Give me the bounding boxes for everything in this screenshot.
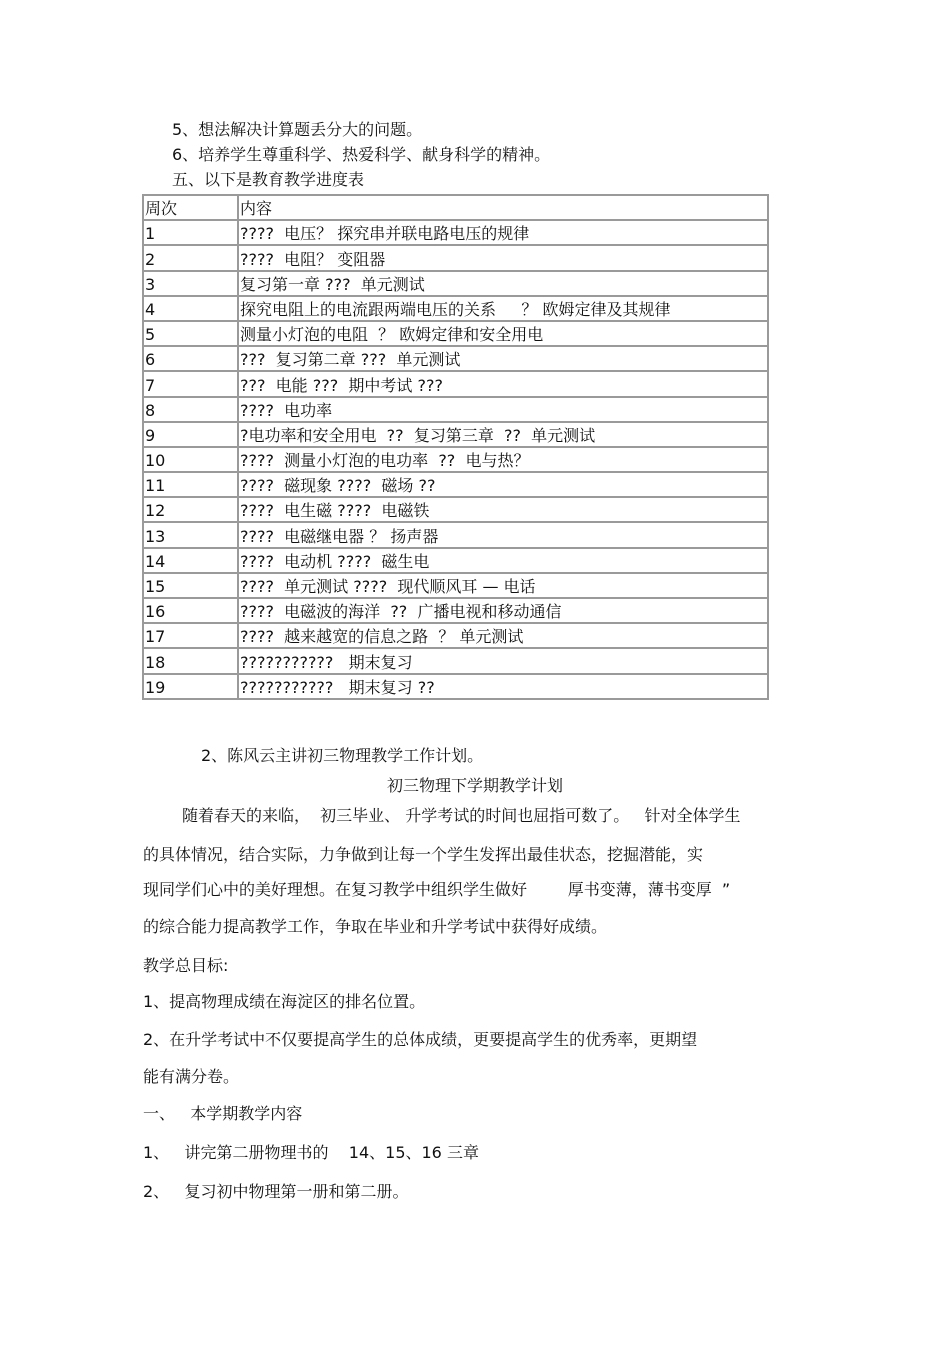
content-cell: ???? 电动机 ???? 磁生电 (238, 548, 768, 573)
content-cell: ??????????? 期末复习 (238, 648, 768, 673)
schedule-table (142, 194, 769, 700)
week-cell: 1 (143, 220, 238, 245)
table-row (143, 220, 768, 245)
table-row (143, 422, 768, 447)
content-cell: ???? 测量小灯泡的电功率 ?? 电与热？ (238, 447, 768, 472)
content-cell: 测量小灯泡的电阻 ？ 欧姆定律和安全用电 (238, 321, 768, 346)
content-cell: ??? 电能 ??? 期中考试 ??? (238, 371, 768, 396)
table-header-row (143, 195, 768, 220)
table-row (143, 522, 768, 547)
table-row (143, 598, 768, 623)
week-cell: 19 (143, 674, 238, 699)
week-cell: 15 (143, 573, 238, 598)
week-cell: 7 (143, 371, 238, 396)
content-cell: ???? 电磁继电器 ？ 扬声器 (238, 522, 768, 547)
goal-1: 1、提高物理成绩在海淀区的排名位置。 (143, 992, 426, 1011)
content-cell: ??????????? 期末复习 ?? (238, 674, 768, 699)
content-cell: 复习第一章 ??? 单元测试 (238, 271, 768, 296)
table-row (143, 623, 768, 648)
content-cell: ???? 电压？ 探究串并联电路电压的规律 (238, 220, 768, 245)
body-line-3: 现同学们心中的美好理想。在复习教学中组织学生做好 厚书变薄，薄书变厚 ” (143, 880, 731, 899)
table-row (143, 674, 768, 699)
content-cell: ???? 电阻？ 变阻器 (238, 245, 768, 270)
week-cell: 11 (143, 472, 238, 497)
week-cell: 18 (143, 648, 238, 673)
content-cell: ???? 电磁波的海洋 ?? 广播电视和移动通信 (238, 598, 768, 623)
content-cell: ??? 复习第二章 ??? 单元测试 (238, 346, 768, 371)
content-cell: ???? 电生磁 ???? 电磁铁 (238, 497, 768, 522)
after-table-line: 2、陈风云主讲初三物理教学工作计划。 (201, 746, 484, 765)
content-cell: ???? 电功率 (238, 397, 768, 422)
table-row (143, 397, 768, 422)
intro-line-6: 6、培养学生尊重科学、热爱科学、献身科学的精神。 (172, 145, 551, 164)
week-cell: 8 (143, 397, 238, 422)
section-one-heading: 一、 本学期教学内容 (143, 1104, 303, 1123)
week-cell: 4 (143, 296, 238, 321)
table-row (143, 472, 768, 497)
week-cell: 5 (143, 321, 238, 346)
week-cell: 13 (143, 522, 238, 547)
content-cell: 探究电阻上的电流跟两端电压的关系 ？ 欧姆定律及其规律 (238, 296, 768, 321)
table-row (143, 371, 768, 396)
week-cell: 12 (143, 497, 238, 522)
goal-2: 2、在升学考试中不仅要提高学生的总体成绩，更要提高学生的优秀率，更期望 (143, 1030, 698, 1049)
goals-heading: 教学总目标: (143, 956, 229, 975)
body-line-2: 的具体情况，结合实际，力争做到让每一个学生发挥出最佳状态，挖掘潜能，实 (143, 845, 704, 864)
table-row (143, 296, 768, 321)
table-row (143, 245, 768, 270)
week-cell: 9 (143, 422, 238, 447)
header-week: 周次 (143, 195, 238, 220)
content-cell: ???? 越来越宽的信息之路 ？ 单元测试 (238, 623, 768, 648)
week-cell: 17 (143, 623, 238, 648)
table-row (143, 497, 768, 522)
body-line-4: 的综合能力提高教学工作，争取在毕业和升学考试中获得好成绩。 (143, 917, 608, 936)
table-row (143, 573, 768, 598)
content-item-2: 2、 复习初中物理第一册和第二册。 (143, 1182, 409, 1201)
body-line-1: 随着春天的来临， 初三毕业、 升学考试的时间也屈指可数了。 针对全体学生 (182, 806, 741, 825)
table-row (143, 321, 768, 346)
week-cell: 6 (143, 346, 238, 371)
table-row (143, 346, 768, 371)
week-cell: 3 (143, 271, 238, 296)
table-row (143, 648, 768, 673)
plan-title: 初三物理下学期教学计划 (387, 776, 564, 795)
header-content: 内容 (238, 195, 768, 220)
week-cell: 2 (143, 245, 238, 270)
table-row (143, 548, 768, 573)
week-cell: 16 (143, 598, 238, 623)
week-cell: 10 (143, 447, 238, 472)
content-cell: ?电功率和安全用电 ?? 复习第三章 ?? 单元测试 (238, 422, 768, 447)
intro-line-5: 5、想法解决计算题丢分大的问题。 (172, 120, 423, 139)
week-cell: 14 (143, 548, 238, 573)
table-row (143, 271, 768, 296)
content-item-1: 1、 讲完第二册物理书的 14、15、16 三章 (143, 1143, 479, 1162)
content-cell: ???? 磁现象 ???? 磁场 ?? (238, 472, 768, 497)
goal-2-cont: 能有满分卷。 (143, 1067, 240, 1086)
content-cell: ???? 单元测试 ???? 现代顺风耳 — 电话 (238, 573, 768, 598)
schedule-heading: 五、以下是教育教学进度表 (172, 170, 365, 189)
table-row (143, 447, 768, 472)
